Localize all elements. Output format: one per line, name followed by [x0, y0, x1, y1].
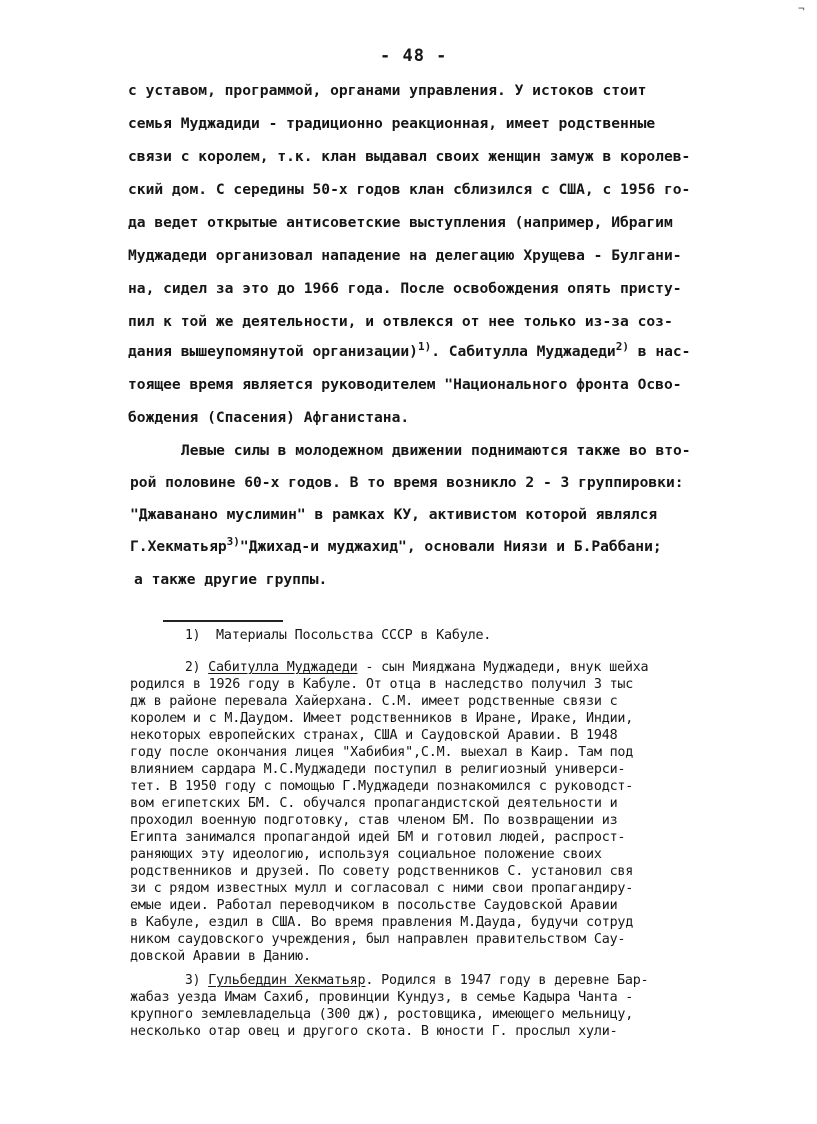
body-line-15-part-a: Г.Хекматьяр — [130, 538, 227, 555]
footnote-2-line: родился в 1926 году в Кабуле. От отца в наследство получил 3 тыс — [130, 677, 634, 692]
body-line-14: "Джаванано муслимин" в рамках КУ, активистом которой являлся — [130, 506, 658, 523]
footnote-1-marker: 1) — [185, 628, 201, 643]
body-line-15-part-b: "Джихад-и муджахид", основали Ниязи и Б.Раббани; — [239, 538, 662, 555]
footnote-3-marker: 3) — [185, 973, 201, 988]
footnote-3-line: крупного землевладельца (300 дж), ростовщика, имеющего мельницу, — [130, 1007, 634, 1022]
body-line-10: тоящее время является руководителем "Национального фронта Осво- — [128, 376, 682, 393]
body-line-16: а также другие группы. — [134, 571, 328, 588]
footnote-ref-3: 3) — [226, 535, 240, 549]
footnote-2-first-rest: - сын Мияджана Муджадеди, внук шейха — [357, 660, 649, 675]
footnote-2-line: емые идеи. Работал переводчиком в посольстве Саудовской Аравии — [130, 898, 618, 913]
footnote-2-line: королем и с М.Даудом. Имеет родственников в Иране, Ираке, Индии, — [130, 711, 634, 726]
footnote-2-line: Египта занимался пропагандой идей БМ и готовил людей, распрост- — [130, 830, 626, 845]
body-line-9-part-a: дания вышеупомянутой организации) — [128, 343, 418, 360]
footnote-2-line: ником саудовского учреждения, был направлен правительством Сау- — [130, 932, 626, 947]
footnote-2-line: некоторых европейских странах, США и Саудовской Аравии. В 1948 — [130, 728, 618, 743]
footnote-3-line: несколько отар овец и другого скота. В юности Г. прослыл хули- — [130, 1024, 618, 1039]
footnote-2-line: в Кабуле, ездил в США. Во время правления М.Дауда, будучи сотруд — [130, 915, 634, 930]
footnote-ref-2: 2) — [615, 340, 629, 354]
body-line-9 — [128, 340, 691, 361]
footnote-3-line: жабаз уезда Имам Сахиб, провинции Кундуз, в семье Кадыра Чанта - — [130, 990, 634, 1005]
footnote-2-marker: 2) — [185, 660, 201, 675]
footnote-2-line: родственников и друзей. По совету родственников С. установил свя — [130, 864, 634, 879]
footnote-2-line: зи с рядом известных мулл и согласовал с ними свои пропагандиру- — [130, 881, 634, 896]
footnote-2-line: году после окончания лицея "Хабибия",С.М. выехал в Каир. Там под — [130, 745, 634, 760]
corner-mark: ¬ — [798, 2, 805, 15]
body-line-6: Муджадеди организовал нападение на делегацию Хрущева - Булгани- — [128, 247, 682, 264]
body-line-8: пил к той же деятельности, и отвлекся от нее только из-за соз- — [128, 313, 673, 330]
footnote-3-first-line — [185, 973, 648, 989]
footnote-1 — [185, 628, 491, 644]
footnote-2-line: вом египетских БМ. С. обучался пропагандистской деятельности и — [130, 796, 618, 811]
footnote-ref-1: 1) — [417, 340, 432, 354]
footnote-2-first-line — [185, 660, 648, 676]
body-line-5: да ведет открытые антисоветские выступления (например, Ибрагим — [128, 214, 673, 231]
footnote-2-line: влиянием сардара М.С.Муджадеди поступил в религиозный универси- — [130, 762, 626, 777]
body-line-9-part-c: в нас- — [628, 343, 691, 360]
footnote-3-name: Гульбеддин Хекматьяр — [208, 973, 366, 988]
body-line-15 — [130, 535, 662, 556]
footnote-2-line: довской Аравии в Данию. — [130, 949, 311, 964]
footnote-2-line: проходил военную подготовку, став членом БМ. По возвращении из — [130, 813, 618, 828]
body-line-4: ский дом. С середины 50-х годов клан сблизился с США, с 1956 го- — [128, 181, 691, 198]
footnote-1-text: Материалы Посольства СССР в Кабуле. — [216, 628, 492, 643]
body-line-9-part-b: . Сабитулла Муджадеди — [431, 343, 616, 360]
footnote-2-line: раняющих эту идеологию, используя социальное положение своих — [130, 847, 602, 862]
footnote-separator — [163, 620, 283, 622]
body-line-1: с уставом, программой, органами управления. У истоков стоит — [128, 82, 647, 99]
body-line-2: семья Муджадиди - традиционно реакционная, имеет родственные — [128, 115, 656, 132]
footnote-2-line: дж в районе перевала Хайерхана. С.М. имеет родственные связи с — [130, 694, 618, 709]
page-number: - 48 - — [380, 46, 448, 66]
body-line-13: рой половине 60-х годов. В то время возникло 2 - 3 группировки: — [130, 474, 684, 491]
body-line-7: на, сидел за это до 1966 года. После освобождения опять присту- — [128, 280, 682, 297]
body-line-3: связи с королем, т.к. клан выдавал своих женщин замуж в королев- — [128, 148, 691, 165]
footnote-3-first-rest: . Родился в 1947 году в деревне Бар- — [365, 973, 649, 988]
footnote-2-line: тет. В 1950 году с помощью Г.Муджадеди познакомился с руководст- — [130, 779, 634, 794]
footnote-2-name: Сабитулла Муджадеди — [208, 660, 358, 675]
body-line-12: Левые силы в молодежном движении поднимаются также во вто- — [181, 442, 691, 459]
body-line-11: бождения (Спасения) Афганистана. — [128, 409, 410, 426]
